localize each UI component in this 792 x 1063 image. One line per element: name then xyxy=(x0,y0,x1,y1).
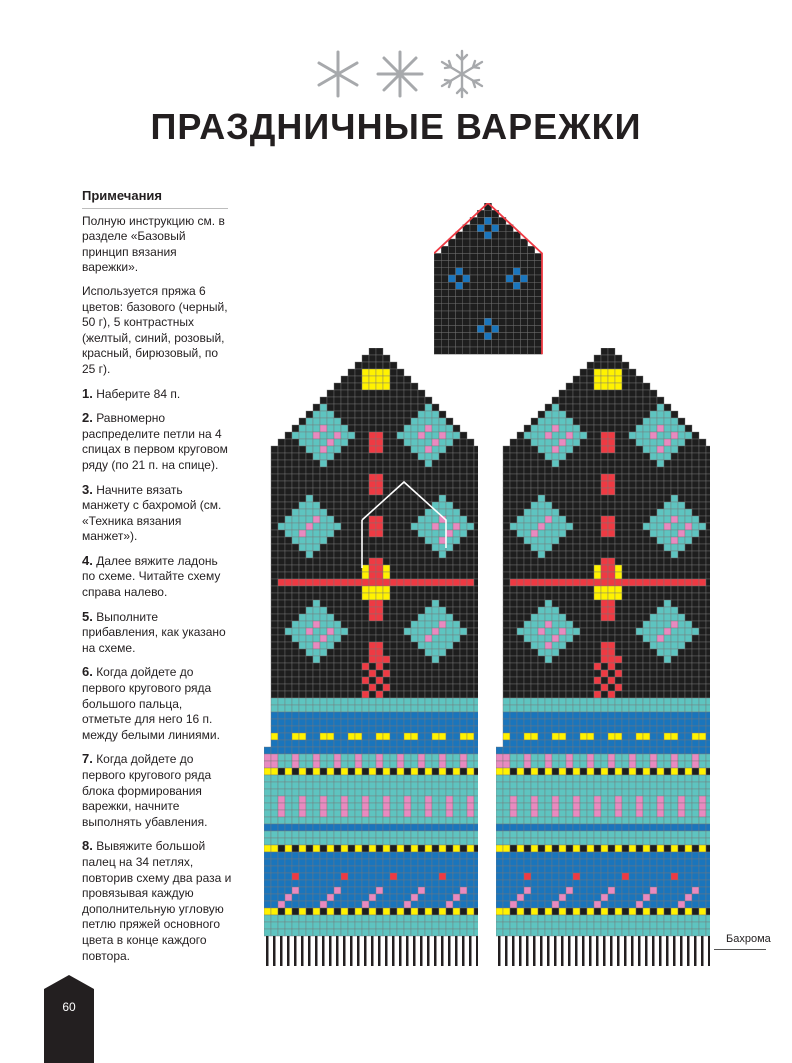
step-2 xyxy=(82,410,232,473)
snowflake-ornaments xyxy=(316,46,486,102)
step-3 xyxy=(82,482,232,545)
step-4 xyxy=(82,553,232,601)
step-number: 6. xyxy=(82,664,93,680)
notes-heading: Примечания xyxy=(82,188,228,209)
step-1 xyxy=(82,386,232,403)
step-text: Выполните прибавления, как указано на схеме. xyxy=(82,609,226,655)
step-number: 7. xyxy=(82,751,93,767)
step-text: Когда дойдете до первого кругового ряда блока формирования варежки, начните выполнять убавления. xyxy=(82,752,212,829)
step-8 xyxy=(82,838,232,964)
fringe xyxy=(264,936,478,966)
step-text: Наберите 84 п. xyxy=(96,386,181,401)
step-number: 3. xyxy=(82,481,93,497)
thumb-grid xyxy=(434,203,542,354)
page-number-tab xyxy=(44,975,94,1063)
mitten-chart-left xyxy=(264,348,478,970)
page-number: 60 xyxy=(62,1000,76,1014)
snowflake-icon xyxy=(442,51,482,97)
step-number: 4. xyxy=(82,552,93,568)
step-number: 2. xyxy=(82,410,93,426)
step-text: Вывяжите большой палец на 34 петлях, повторив схему два раза и провязывая каждую дополнительную угловую петлю пряжей основного цвета в конце каждого повтора. xyxy=(82,839,232,963)
snowflake-icon xyxy=(378,52,422,96)
step-text: Равномерно распределите петли на 4 спицах в первом круговом ряду (по 21 п. на спице). xyxy=(82,411,228,472)
step-7 xyxy=(82,751,232,830)
notes-paragraph: Полную инструкцию см. в разделе «Базовый принцип вязания варежки». xyxy=(82,213,225,275)
step-5 xyxy=(82,609,232,657)
step-number: 8. xyxy=(82,838,93,854)
step-6 xyxy=(82,664,232,743)
page-title: ПРАЗДНИЧНЫЕ ВАРЕЖКИ xyxy=(150,106,642,147)
snowflake-icon xyxy=(319,52,357,96)
step-number: 1. xyxy=(82,385,93,401)
mitten-grid xyxy=(496,348,710,936)
mitten-chart-right xyxy=(496,348,710,970)
notes-column xyxy=(82,188,232,972)
step-text: Начните вязать манжету с бахромой (см. «Техника вязания манжет»). xyxy=(82,482,222,544)
legend-pointer-line xyxy=(714,949,766,950)
step-text: Когда дойдете до первого кругового ряда большого пальца, отметьте для него 16 п. между белыми линиями. xyxy=(82,665,220,742)
thumb-chart xyxy=(434,203,544,360)
notes-paragraph: Используется пряжа 6 цветов: базового (черный, 50 г), 5 контрастных (желтый, синий, розовый, красный, бирюзовый, по 25 г). xyxy=(82,283,228,376)
fringe-legend: Бахрома xyxy=(726,933,771,945)
step-number: 5. xyxy=(82,608,93,624)
mitten-grid xyxy=(264,348,478,936)
fringe xyxy=(496,936,710,966)
step-text: Далее вяжите ладонь по схеме. Читайте схему справа налево. xyxy=(82,553,221,600)
